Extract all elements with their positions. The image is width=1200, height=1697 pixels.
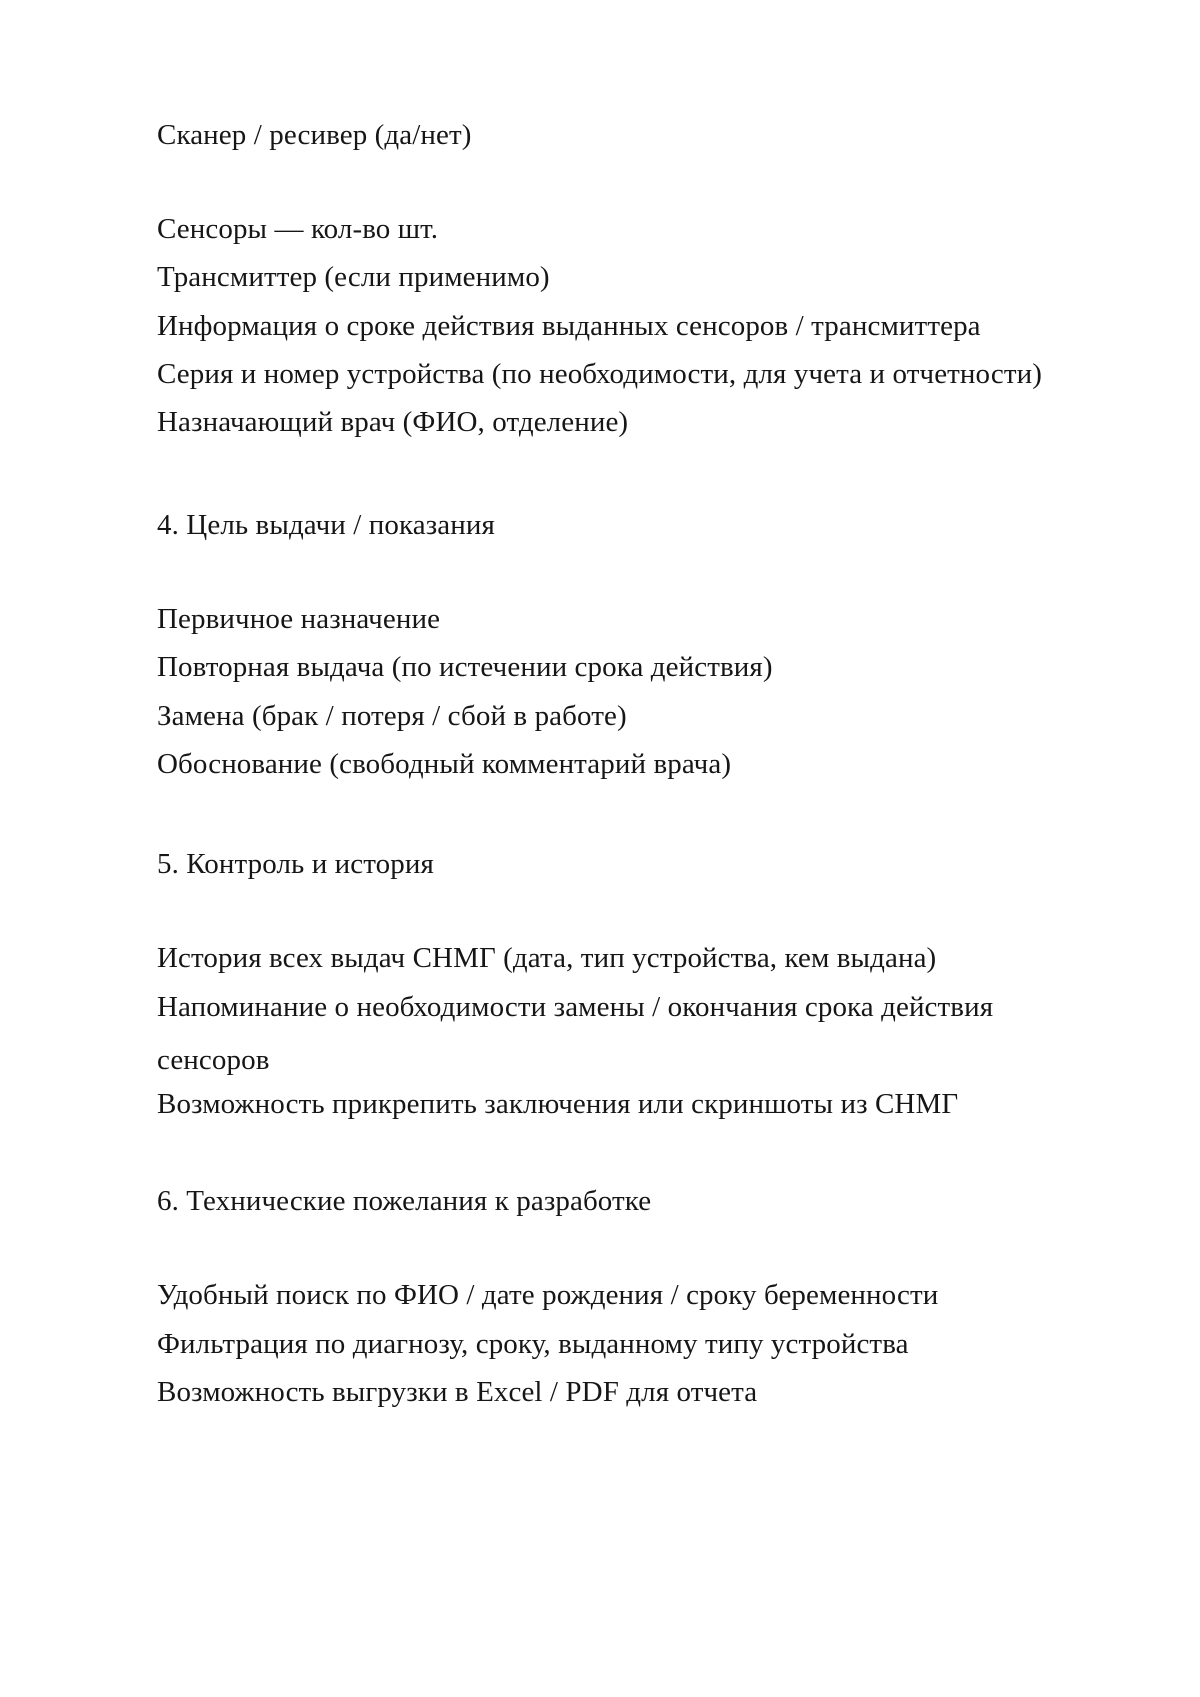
section-heading-purpose: 4. Цель выдачи / показания (157, 509, 495, 541)
section-heading-technical-wishes: 6. Технические пожелания к разработке (157, 1185, 652, 1217)
device-line-expiry-info: Информация о сроке действия выданных сенсоров / трансмиттера (157, 310, 981, 342)
section5-item-reminder: Напоминание о необходимости замены / окончания срока действия (157, 991, 994, 1023)
device-line-serial-number: Серия и номер устройства (по необходимости, для учета и отчетности) (157, 358, 1042, 390)
section5-item-history: История всех выдач СНМГ (дата, тип устройства, кем выдана) (157, 942, 937, 974)
section4-item-justification: Обоснование (свободный комментарий врача) (157, 748, 732, 780)
section6-item-search: Удобный поиск по ФИО / дате рождения / сроку беременности (157, 1279, 939, 1311)
section6-item-filtering: Фильтрация по диагнозу, сроку, выданному типу устройства (157, 1328, 909, 1360)
device-line-transmitter: Трансмиттер (если применимо) (157, 261, 550, 293)
device-line-sensors: Сенсоры — кол-во шт. (157, 213, 439, 245)
section4-item-replacement: Замена (брак / потеря / сбой в работе) (157, 700, 627, 732)
device-line-prescribing-doctor: Назначающий врач (ФИО, отделение) (157, 406, 629, 438)
section6-item-export: Возможность выгрузки в Excel / PDF для отчета (157, 1376, 758, 1408)
device-line-scanner: Сканер / ресивер (да/нет) (157, 119, 472, 151)
section4-item-repeat: Повторная выдача (по истечении срока действия) (157, 651, 773, 683)
section5-item-attachments: Возможность прикрепить заключения или скриншоты из СНМГ (157, 1088, 959, 1120)
section-heading-control-history: 5. Контроль и история (157, 848, 434, 880)
section5-item-reminder-continued: сенсоров (157, 1044, 270, 1076)
section4-item-primary: Первичное назначение (157, 603, 441, 635)
